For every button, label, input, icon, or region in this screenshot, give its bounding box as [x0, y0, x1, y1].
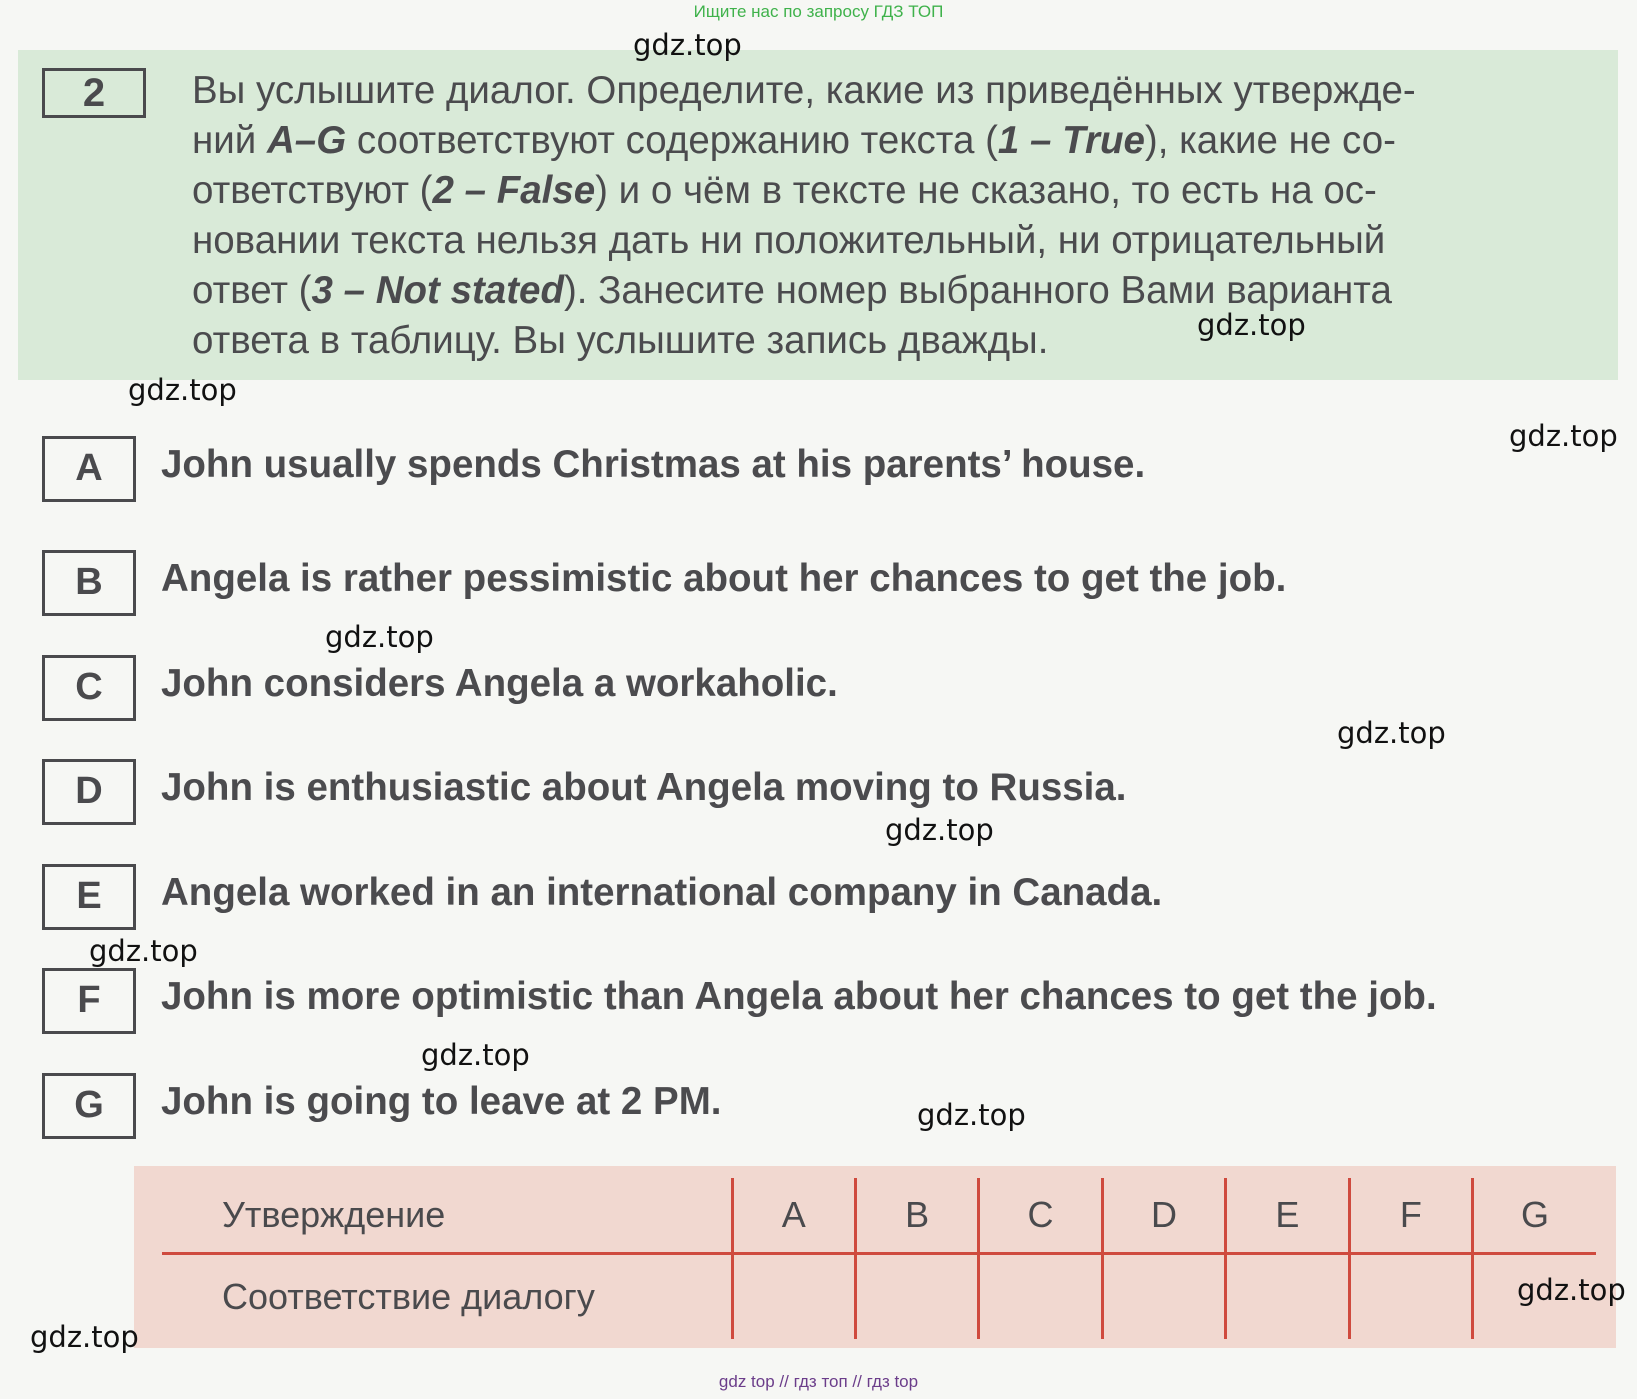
answer-column-header: D [1102, 1178, 1225, 1254]
instructions-text: соответствуют содержанию текста ( [346, 119, 998, 162]
statement-g [42, 1073, 1612, 1139]
answer-table-row-label: Соответствие диалогу [222, 1276, 595, 1317]
answer-cell-d[interactable] [1102, 1254, 1225, 1340]
instructions-text: ). Занесите номер выбранного Вами варианта [563, 269, 1392, 312]
statement-letter-box: B [42, 550, 136, 616]
watermark: gdz.top [1517, 1273, 1626, 1307]
statement-text: Angela is rather pessimistic about her chances to get the job. [161, 557, 1287, 600]
statement-text: John is more optimistic than Angela about her chances to get the job. [161, 975, 1437, 1018]
statement-letter-box: G [42, 1073, 136, 1139]
instructions-line [192, 266, 1597, 316]
statement-letter-box: D [42, 759, 136, 825]
statement-d [42, 759, 1612, 825]
statement-e [42, 864, 1612, 930]
task-number: 2 [42, 68, 146, 118]
watermark: gdz.top [89, 934, 198, 968]
answer-cell-f[interactable] [1349, 1254, 1472, 1340]
watermark: gdz.top [1337, 716, 1446, 750]
statement-letter-box: F [42, 968, 136, 1034]
instructions-line [192, 166, 1597, 216]
statement-b [42, 550, 1612, 616]
watermark: gdz.top [917, 1098, 1026, 1132]
instructions-line [192, 116, 1597, 166]
instructions-text: ответствуют ( [192, 169, 433, 212]
instructions-text: ответ ( [192, 269, 312, 312]
watermark: gdz.top [421, 1038, 530, 1072]
watermark: gdz.top [325, 620, 434, 654]
instructions-line [192, 66, 1597, 116]
top-banner[interactable]: Ищите нас по запросу ГДЗ ТОП [693, 2, 944, 21]
answer-cell-b[interactable] [855, 1254, 978, 1340]
answer-cell-c[interactable] [979, 1254, 1102, 1340]
statement-f [42, 968, 1612, 1034]
answer-table-row-label: Утверждение [162, 1178, 732, 1254]
watermark: gdz.top [30, 1320, 139, 1354]
statement-text: John is enthusiastic about Angela moving to Russia. [161, 766, 1127, 809]
statement-letter-box: C [42, 655, 136, 721]
answer-column-header: C [979, 1178, 1102, 1254]
answer-column-header: A [732, 1178, 855, 1254]
statement-text: John usually spends Christmas at his parents’ house. [161, 443, 1146, 486]
instructions-line [192, 316, 1597, 366]
answer-table-header-row [162, 1178, 1596, 1254]
watermark: gdz.top [128, 373, 237, 407]
answer-table-answer-row [162, 1254, 1596, 1340]
instructions-text: ний [192, 119, 267, 162]
instructions-text: ответа в таблицу. Вы услышите запись дважды. [192, 319, 1049, 362]
instructions-emphasis: 3 – Not stated [311, 269, 564, 312]
statement-text: Angela worked in an international company in Canada. [161, 871, 1163, 914]
answer-column-header: F [1349, 1178, 1472, 1254]
statement-letter-box: A [42, 436, 136, 502]
instructions-text: Вы услышите диалог. Определите, какие из приведённых утвержде- [192, 69, 1416, 112]
watermark: gdz.top [885, 813, 994, 847]
instructions-text: новании текста нельзя дать ни положительный, ни отрицательный [192, 219, 1386, 262]
statement-letter-box: E [42, 864, 136, 930]
instructions-emphasis: 2 – False [432, 169, 596, 212]
instructions-emphasis: 1 – True [997, 119, 1145, 162]
watermark: gdz.top [1509, 419, 1618, 453]
answer-cell-e[interactable] [1226, 1254, 1349, 1340]
instructions-text: ) и о чём в тексте не сказано, то есть на ос- [595, 169, 1377, 212]
answer-cell-a[interactable] [732, 1254, 855, 1340]
answer-column-header: B [855, 1178, 978, 1254]
watermark: gdz.top [633, 28, 742, 62]
instructions-line [192, 216, 1597, 266]
task-instructions [192, 66, 1597, 366]
statement-a [42, 436, 1612, 502]
instructions-emphasis: A–G [266, 119, 347, 162]
instructions-text: ), какие не со- [1144, 119, 1396, 162]
answer-table [162, 1178, 1596, 1339]
watermark: gdz.top [1197, 308, 1306, 342]
statement-text: John considers Angela a workaholic. [161, 662, 838, 705]
statement-c [42, 655, 1612, 721]
answer-column-header: G [1473, 1178, 1596, 1254]
answer-column-header: E [1226, 1178, 1349, 1254]
statement-text: John is going to leave at 2 PM. [161, 1080, 722, 1123]
bottom-banner[interactable]: gdz top // гдз топ // гдз top [718, 1372, 919, 1391]
